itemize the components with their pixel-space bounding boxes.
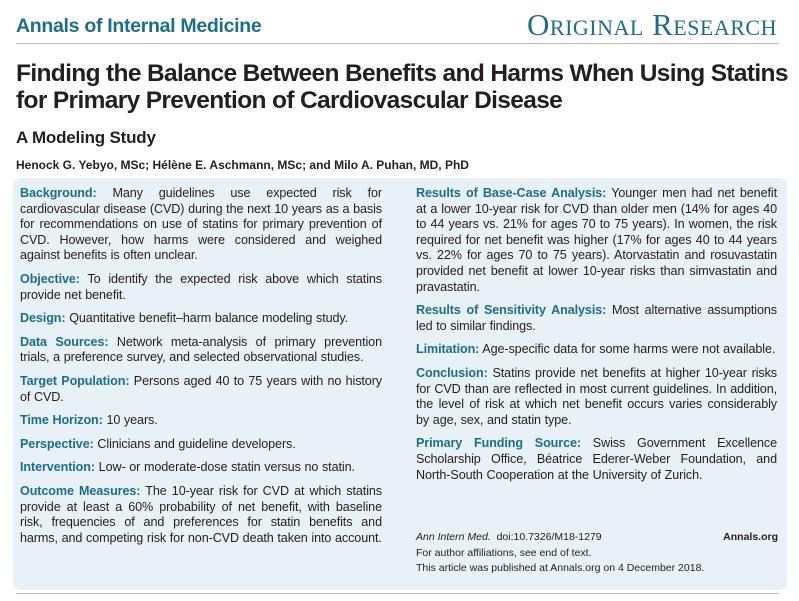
affiliations-note: For author affiliations, see end of text. — [416, 546, 592, 559]
limitation-label: Limitation: — [416, 342, 480, 357]
abstract-base-case-results — [416, 186, 777, 295]
target-population-label: Target Population: — [20, 373, 130, 388]
outcome-measures-text: The 10-year risk for CVD at which statins provide at least a 60% probability of net benefit, with baseline risk, frequencies of and preferences for statin benefits and harms, and competing risk for non-CVD death taken into account. — [20, 483, 382, 545]
citation-block — [416, 530, 778, 577]
limitation-text: Age-specific data for some harms were not available. — [482, 342, 776, 357]
conclusion-text: Statins provide net benefits at higher 10-year risks for CVD than are reflected in most current guidelines. In addition, the level of risk at which net benefit occurs varies considerably by age, sex, and statin type. — [416, 365, 777, 427]
outcome-measures-label: Outcome Measures: — [20, 483, 141, 498]
site-link[interactable]: Annals.org — [723, 531, 778, 543]
abstract-outcome-measures — [20, 484, 382, 546]
abstract-limitation — [416, 342, 777, 358]
sensitivity-text: Most alternative assumptions led to similar findings. — [416, 303, 777, 333]
header-rule — [16, 43, 779, 44]
intervention-label: Intervention: — [20, 460, 95, 475]
perspective-label: Perspective: — [20, 436, 94, 451]
data-sources-label: Data Sources: — [20, 334, 109, 349]
design-text: Quantitative benefit–harm balance modeling study. — [69, 311, 349, 326]
abstract-background — [20, 186, 382, 264]
objective-text: To identify the expected risk above which statins provide net benefit. — [20, 271, 382, 302]
section-label: Original Research — [527, 7, 777, 42]
abstract-left-column — [20, 186, 382, 554]
abstract-intervention — [20, 460, 382, 476]
abstract-data-sources — [20, 335, 382, 366]
abstract-right-column — [416, 186, 777, 491]
design-label: Design: — [20, 311, 66, 326]
abstract-perspective — [20, 437, 382, 453]
doi-link[interactable]: doi:10.7326/M18-1279 — [496, 531, 602, 543]
data-sources-text: Network meta-analysis of primary prevention trials, a preference survey, and selected observational studies. — [20, 334, 382, 365]
base-case-text: Younger men had net benefit at a lower 10-year risk for CVD than older men (14% for ages 40 to 44 years vs. 21% for ages 70 to 75 years). In women, the risk required for net benefit was higher (17% for ages 40 to 44 years vs. 22% for ages 70 to 75 years). Atorvastatin and rosuvastatin provided net benefit at lower 10-year risks than simvastatin and pravastatin. — [416, 186, 777, 294]
time-horizon-label: Time Horizon: — [20, 413, 103, 428]
abstract-objective — [20, 272, 382, 303]
published-note: This article was published at Annals.org on 4 December 2018. — [416, 562, 705, 574]
funding-text: Swiss Government Excellence Scholarship Office, Béatrice Ederer-Weber Foundation, and North-South Cooperation at the University of Zurich. — [416, 436, 778, 482]
time-horizon-text: 10 years. — [106, 413, 158, 428]
background-label: Background: — [20, 186, 97, 200]
footer-rule — [16, 593, 779, 594]
journal-abbreviation: Ann Intern Med. — [416, 531, 491, 543]
author-list: Henock G. Yebyo, MSc; Hélène E. Aschmann, MSc; and Milo A. Puhan, MD, PhD — [16, 158, 469, 172]
perspective-text: Clinicians and guideline developers. — [97, 436, 296, 451]
abstract-target-population — [20, 374, 382, 405]
funding-label: Primary Funding Source: — [416, 436, 581, 451]
abstract-time-horizon — [20, 413, 382, 429]
article-subtitle: A Modeling Study — [16, 128, 156, 147]
target-population-text: Persons aged 40 to 75 years with no history of CVD. — [20, 373, 383, 404]
journal-name: Annals of Internal Medicine — [16, 15, 262, 37]
citation-reference — [416, 530, 602, 546]
citation-row — [416, 530, 778, 546]
background-text: Many guidelines use expected risk for cardiovascular disease (CVD) during the next 10 years as a basis for recommendations on use of statins for primary prevention of CVD. However, how harms were considered and weighed against benefits is often unclear. — [20, 186, 382, 263]
abstract-sensitivity-results — [416, 303, 777, 334]
objective-label: Objective: — [20, 271, 80, 286]
base-case-label: Results of Base-Case Analysis: — [416, 186, 607, 200]
conclusion-label: Conclusion: — [416, 365, 488, 380]
sensitivity-label: Results of Sensitivity Analysis: — [416, 303, 607, 318]
intervention-text: Low- or moderate-dose statin versus no statin. — [98, 460, 355, 475]
abstract-design — [20, 311, 382, 327]
article-title: Finding the Balance Between Benefits and Harms When Using Statins for Primary Prevention of Cardiovascular Disease — [16, 60, 788, 114]
abstract-conclusion — [416, 366, 777, 428]
abstract-funding — [416, 436, 777, 483]
